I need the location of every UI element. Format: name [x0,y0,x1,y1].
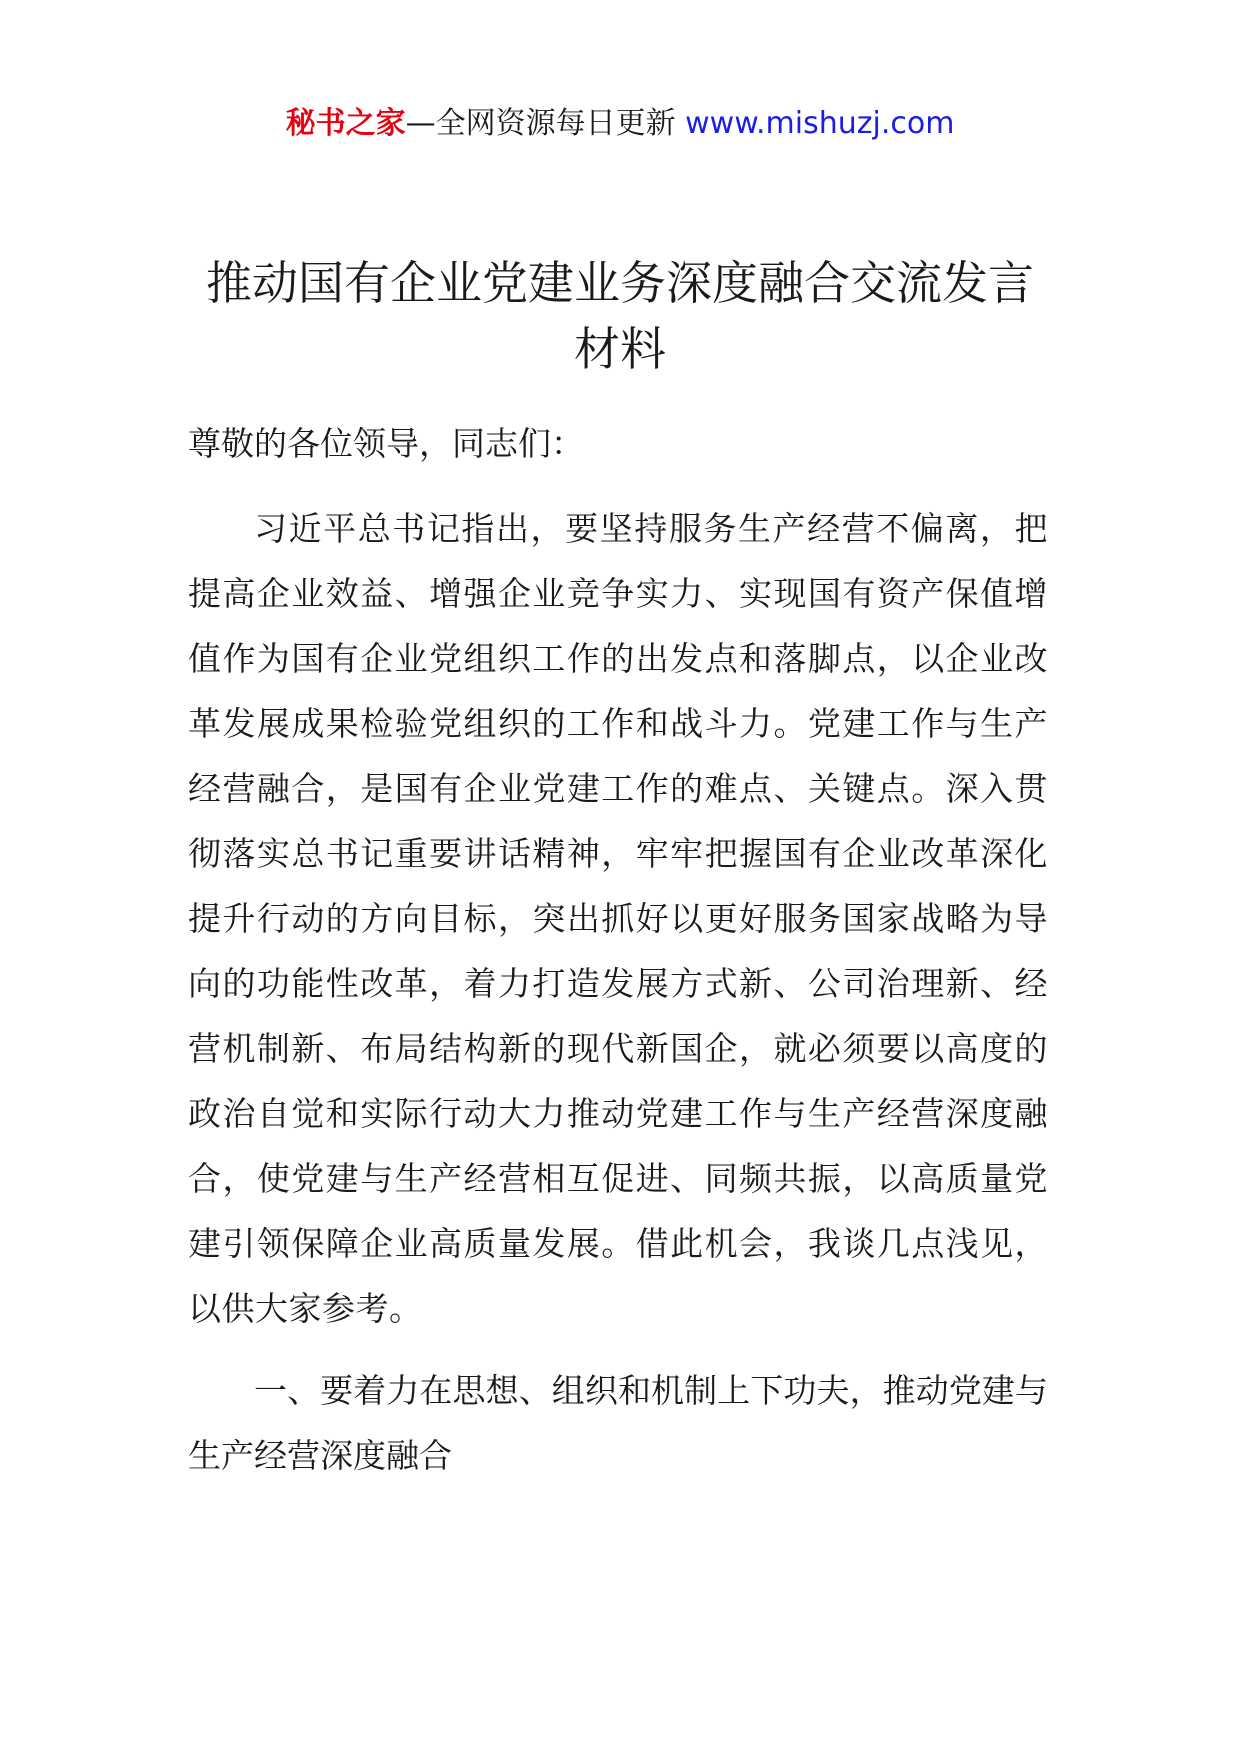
section-heading: 一、要着力在思想、组织和机制上下功夫，推动党建与生产经营深度融合 [188,1371,1048,1475]
site-banner [0,102,1240,146]
body-paragraph: 习近平总书记指出，要坚持服务生产经营不偏离，把提高企业效益、增强企业竞争实力、实现国有资产保值增值作为国有企业党组织工作的出发点和落脚点，以企业改革发展成果检验党组织的工作和战斗力。党建工作与生产经营融合，是国有企业党建工作的难点、关键点。深入贯彻落实总书记重要讲话精神，牢牢把握国有企业改革深化提升行动的方向目标，突出抓好以更好服务国家战略为导向的功能性改革，着力打造发展方式新、公司治理新、经营机制新、布局结构新的现代新国企，就必须要以高度的政治自觉和实际行动大力推动党建工作与生产经营深度融合，使党建与生产经营相互促进、同频共振，以高质量党建引领保障企业高质量发展。借此机会，我谈几点浅见，以供大家参考。 [188,509,1048,1328]
salutation: 尊敬的各位领导，同志们： [188,424,584,463]
document-title: 推动国有企业党建业务深度融合交流发言材料 [206,256,1034,376]
brand-name: 秘书之家 [285,106,406,141]
banner-tagline: —全网资源每日更新 [405,106,676,141]
site-url-link[interactable]: www.mishuzj.com [685,106,955,141]
